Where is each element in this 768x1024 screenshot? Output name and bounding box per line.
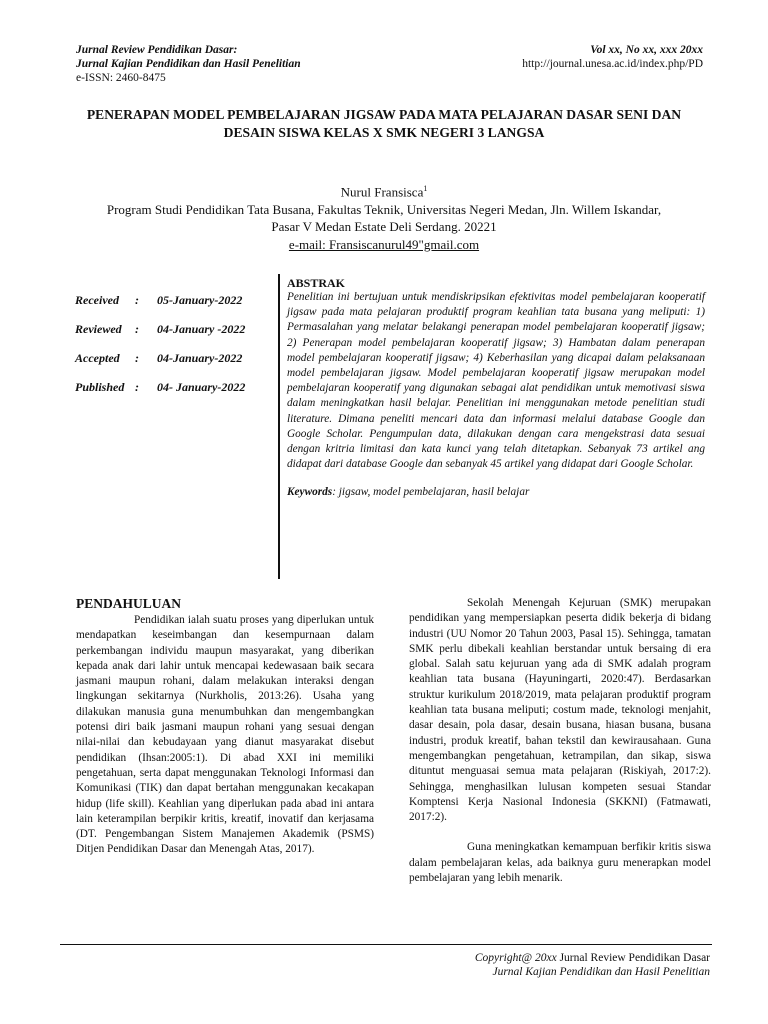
author-block [60,180,708,253]
author-email[interactable]: e-mail: Fransiscanurul49"gmail.com [288,236,480,252]
paragraph: Sekolah Menengah Kejuruan (SMK) merupakan pendidikan yang mempersiapkan peserta didik bekerja di bidang industri (UU Nomor 20 Tahun 2003, Pasal 15). Sehingga, tamatan SMK perlu dibekali keahlian berstandar untuk bersaing di era global. Salah satu kejuruan yang ada di SMK adalah program keahlian tata busana (Hayuningarti, 2020:47). Berdasarkan struktur kurikulum 2018/2019, mata pelajaran produktif program keahlian tata busana meliputi; costum made, teknologi menjahit, dasar desain, pola dasar, desain busana, hiasan busana, busana industri, produk kreatif, bahan tekstil dan kewirausahaan. Guna mengembangkan pengetahuan, ketrampilan, dan sikap, siswa dituntut menguasai semua mata pelajaran (Riskiyah, 2017:2). Sehingga, menghasilkan lulusan kompeten sesuai Standar Komptensi Kerja Nasional Indonesia (SKKNI) (Fatmawati, 2017:2). [409,597,711,824]
date-label: Accepted [75,351,120,365]
affiliation-line-2: Pasar V Medan Estate Deli Serdang. 20221 [271,219,497,235]
abstract-divider [278,274,280,579]
keywords [287,485,705,500]
journal-subtitle: Jurnal Kajian Pendidikan dan Hasil Penelitian [76,58,301,70]
author-name: Nurul Fransisca [340,184,424,200]
journal-header-left [76,43,301,85]
date-value: 04-January-2022 [157,351,243,365]
author-line [60,180,708,201]
affiliation-line-1: Program Studi Pendidikan Tata Busana, Fakultas Teknik, Universitas Negeri Medan, Jln. Willem Iskandar, [106,201,662,217]
issn: e-ISSN: 2460-8475 [76,72,166,84]
date-label: Published [75,380,125,394]
paragraph: Pendidikan ialah suatu proses yang diperlukan untuk mendapatkan keseimbangan dan kesempurnaan dalam perkembangan individu maupun masyarakat, yang diberikan kepada anak dari lahir untuk mencapai kedewasaan baik secara jasmani maupun rohani, dalam melakukan interaksi dengan lingkungan sekitarnya (Nurkholis, 2013:26). Usaha yang dilakukan manusia guna menumbuhkan dan mengembangkan potensi diri baik jasmani maupun rohani yang sesuai dengan nilai-nilai dan kebudayaan yang dianut masyarakat disebut pendidikan (Ihsan:2005:1). Di abad XXI ini memiliki pengetahuan, serta dapat menggunakan Teknologi Informasi dan Komunikasi (TIK) dan dapat bertahan menggunakan kecakapan hidup (life skill). Keahlian yang diperlukan pada abad ini antara lain keterampilan berpikir kritis, kreatif, inovatif dan kerjasama (DT. Pengembangan Sistem Manajemen Akademik (PSMS) Ditjen Pendidikan Dasar dan Menengah Atas, 2017). [76,614,374,856]
volume-info: Vol xx, No xx, xxx 20xx [590,44,703,56]
abstract-heading: ABSTRAK [287,276,346,290]
author-superscript: 1 [423,184,428,193]
journal-name: Jurnal Review Pendidikan Dasar: [76,44,238,56]
section-heading: PENDAHULUAN [76,596,182,611]
date-row-published [75,380,275,409]
footer-subtitle: Jurnal Kajian Pendidikan dan Hasil Penelitian [492,966,710,978]
date-separator: : [135,322,139,336]
article-dates [75,293,275,409]
article-title: PENERAPAN MODEL PEMBELAJARAN JIGSAW PADA MATA PELAJARAN DASAR SENI DAN DESAIN SISWA KELAS X SMK NEGERI 3 LANGSA [86,107,682,140]
keywords-list: : jigsaw, model pembelajaran, hasil belajar [332,486,530,499]
abstract-text: Penelitian ini bertujuan untuk mendiskripsikan efektivitas model pembelajaran kooperatif jigsaw pada mata pelajaran produktif program keahlian tata busana yang meliputi: 1) Permasalahan yang melatar belakangi penerapan model pembelajaran kooperatif jigsaw; 2) Penerapan model pembelajaran kooperatif jigsaw; 3) Hambatan dalam penerapan model pembelajaran kooperatif jigsaw; 4) Keberhasilan yang dicapai dalam pelaksanaan model pembelajaran jigsaw. Model pembelajaran kooperatif jigsaw merupakan model pembelajaran kooperatif yang digunakan sebagai alat pendidikan untuk memotivasi siswa dalam meningkatkan hasil belajar. Penelitian ini menggunakan metode penelitian studi literature. Dimana peneliti mencari data dan informasi melalui database Google dan Google Scholar. Pengumpulan data, dilakukan dengan cara mengekstrasi data sesuai dengan kritria limitasi dan kata kunci yang telah ditetapkan. Sebanyak 73 artikel ang didapat dari database Google dan sebanyak 45 artikel yang didapat dari Google Scholar. [287,291,705,471]
footer-divider [60,944,712,945]
body-column-left [76,613,374,858]
paragraph: Guna meningkatkan kemampuan berfikir kritis siswa dalam pembelajaran kelas, ada baiknya guru menerapkan model pembelajaran yang lebih menarik. [409,841,711,885]
date-row-reviewed [75,322,275,351]
copyright-prefix: Copyright@ 20xx [474,952,557,964]
date-row-received [75,293,275,322]
date-row-accepted [75,351,275,380]
copyright-journal: Jurnal Review Pendidikan Dasar [556,952,710,964]
journal-header-right [522,43,703,71]
date-value: 04- January-2022 [157,380,246,394]
date-value: 04-January -2022 [157,322,246,336]
date-separator: : [135,380,139,394]
date-value: 05-January-2022 [157,293,243,307]
date-label: Received [75,293,119,307]
copyright-line [475,951,710,965]
page-footer [475,951,710,979]
body-column-right [409,596,711,886]
date-label: Reviewed [75,322,122,336]
keywords-label: Keywords [287,486,333,499]
date-separator: : [135,351,139,365]
date-separator: : [135,293,139,307]
abstract [287,276,705,501]
journal-url[interactable]: http://journal.unesa.ac.id/index.php/PD [522,58,703,70]
